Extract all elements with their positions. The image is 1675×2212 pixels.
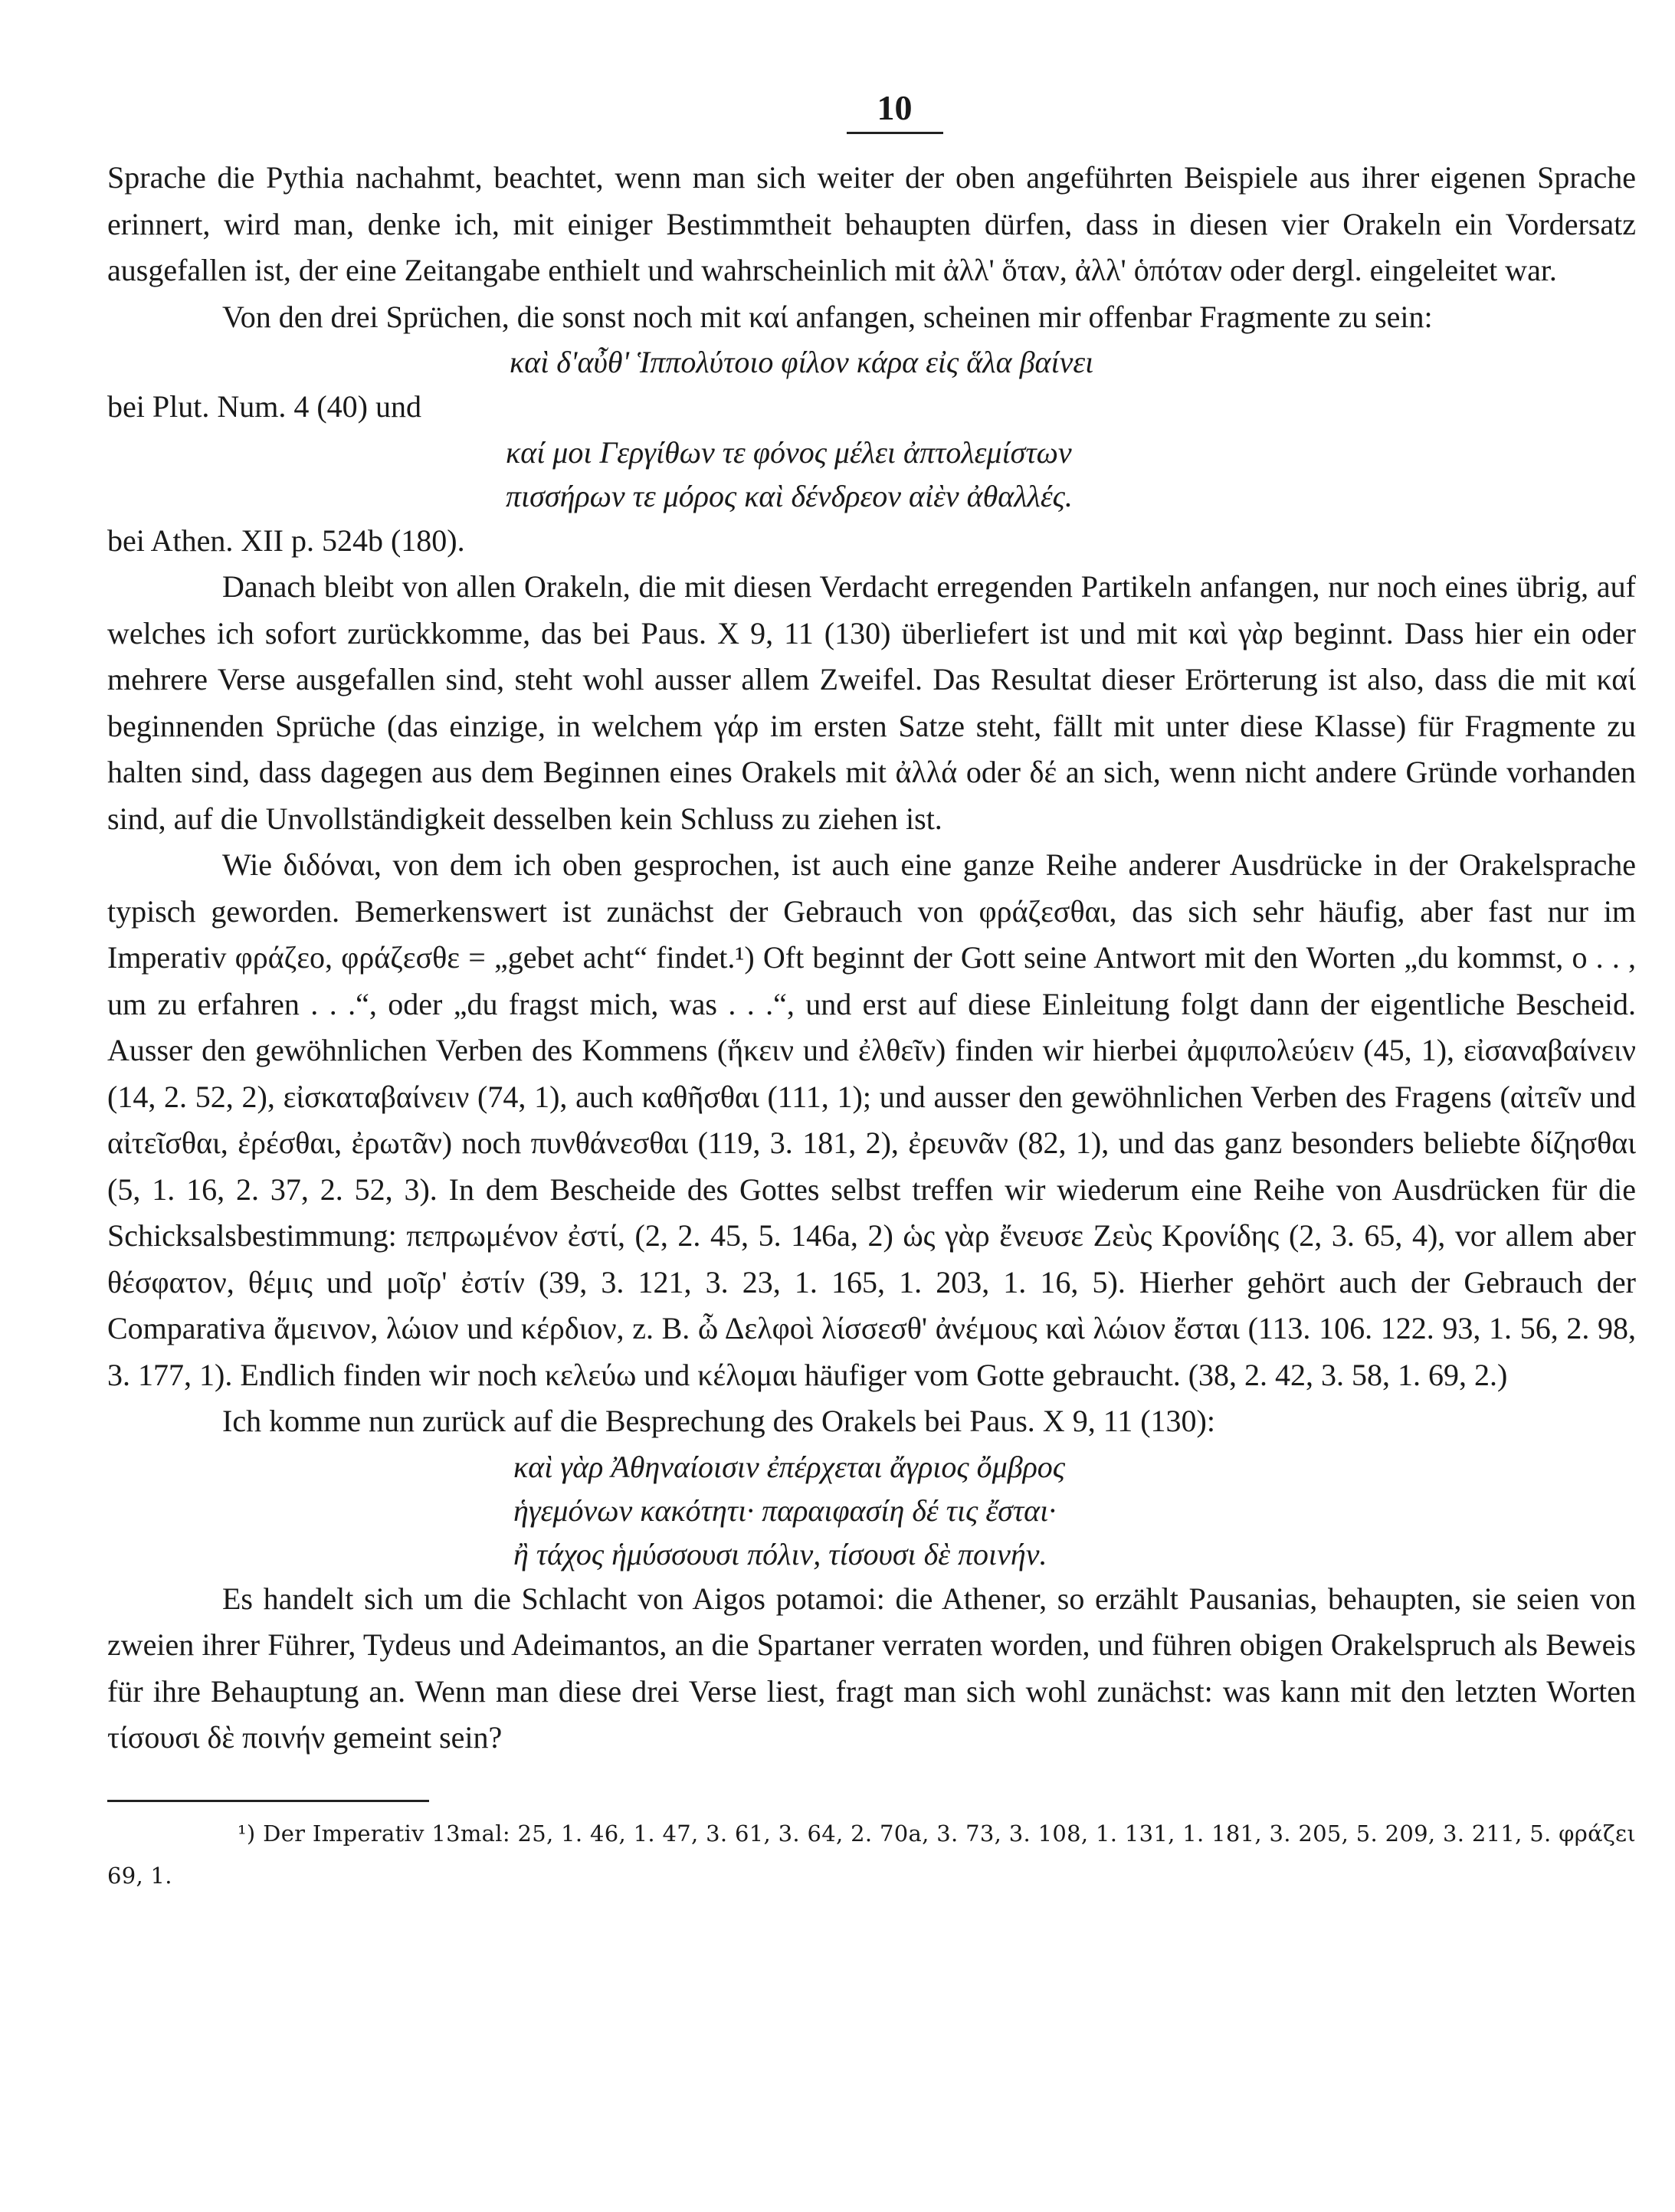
footnote-divider: [107, 1800, 429, 1802]
verse-line: ἢ τάχος ἡμύσσουσι πόλιν, τίσουσι δὲ ποινήν.: [513, 1536, 1047, 1571]
verse-line: καί μοι Γεργίθων τε φόνος μέλει ἀπτολεμίστων: [506, 434, 1072, 470]
footnote: ¹) Der Imperativ 13mal: 25, 1. 46, 1. 47, 3. 61, 3. 64, 2. 70a, 3. 73, 3. 108, 1. 131, 1. 181, 3. 205, 5. 209, 3. 211, 5. φράζει 69, 1.: [107, 1820, 1636, 1889]
verse-line: ἡγεμόνων κακότητι· παραιφασίη δέ τις ἔσται·: [513, 1493, 1057, 1528]
verse-plutarch: καὶ δ'αὖθ' Ἱππολύτοιο φίλον κάρα εἰς ἅλα βαίνει: [510, 345, 1094, 379]
page: [107, 84, 1636, 1897]
paragraph-aigos-potamoi: Es handelt sich um die Schlacht von Aigos potamoi: die Athener, so erzählt Pausanias, behaupten, sie seien von zweien ihrer Führer, Tydeus und Adeimantos, an die Spartaner verraten worden, und führen obigen Orakelspruch als Beweis für ihre Behauptung an. Wenn man diese drei Verse liest, fragt man sich wohl zunächst: was kann mit den letzten Worten τίσουσι δὲ ποινήν gemeint sein?: [107, 1581, 1636, 1755]
citation-athenaeus: bei Athen. XII p. 524b (180).: [107, 523, 465, 558]
paragraph-danach: Danach bleibt von allen Orakeln, die mit diesen Verdacht erregenden Partikeln anfangen, nur noch eines übrig, auf welches ich sofort zurückkomme, das bei Paus. X 9, 11 (130) überliefert ist und mit καὶ γὰρ beginnt. Dass hier ein oder mehrere Verse ausgefallen sind, steht wohl ausser allem Zweifel. Das Resultat dieser Erörterung ist also, dass die mit καί beginnenden Sprüche (das einzige, in welchem γάρ im ersten Satze steht, fällt mit unter diese Klasse) für Fragmente zu halten sind, dass dagegen aus dem Beginnen eines Orakels mit ἀλλά oder δέ an sich, wenn nicht andere Gründe vorhanden sind, auf die Unvollständigkeit desselben kein Schluss zu ziehen ist.: [107, 569, 1636, 836]
paragraph-wie-didonai: Wie διδόναι, von dem ich oben gesprochen, ist auch eine ganze Reihe anderer Ausdrücke in der Orakelsprache typisch geworden. Bemerkenswert ist zunächst der Gebrauch von φράζεσθαι, das sich sehr häufig, aber fast nur im Imperativ φράζεο, φράζεσθε = „gebet acht“ findet.¹) Oft beginnt der Gott seine Antwort mit den Worten „du kommst, o . . , um zu erfahren . . .“, oder „du fragst mich, was . . .“, und erst auf diese Einleitung folgt dann der eigentliche Bescheid. Ausser den gewöhnlichen Verben des Kommens (ἥκειν und ἐλθεῖν) finden wir hierbei ἀμφιπολεύειν (45, 1), εἰσαναβαίνειν (14, 2. 52, 2), εἰσκαταβαίνειν (74, 1), auch καθῆσθαι (111, 1); und ausser den gewöhnlichen Verben des Fragens (αἰτεῖν und αἰτεῖσθαι, ἐρέσθαι, ἐρωτᾶν) noch πυνθάνεσθαι (119, 3. 181, 2), ἐρευνᾶν (82, 1), und das ganz besonders beliebte δίζησθαι (5, 1. 16, 2. 37, 2. 52, 3). In dem Bescheide des Gottes selbst treffen wir wiederum eine Reihe von Ausdrücken für die Schicksalsbestimmung: πεπρωμένον ἐστί, (2, 2. 45, 5. 146a, 2) ὡς γὰρ ἔνευσε Ζεὺς Κρονίδης (2, 3. 65, 4), vor allem aber θέσφατον, θέμις und μοῖρ' ἐστίν (39, 3. 121, 3. 23, 1. 165, 1. 203, 1. 16, 5). Hierher gehört auch der Gebrauch der Comparativa ἄμεινον, λώιον und κέρδιον, z. B. ὦ Δελφοὶ λίσσεσθ' ἀνέμους καὶ λώιον ἔσται (113. 106. 122. 93, 1. 56, 2. 98, 3. 177, 1). Endlich finden wir noch κελεύω und κέλομαι häufiger vom Gotte gebraucht. (38, 2. 42, 3. 58, 1. 69, 2.): [107, 847, 1636, 1392]
paragraph-fragments-intro: Von den drei Sprüchen, die sonst noch mit καί anfangen, scheinen mir offenbar Fragmente zu sein:: [222, 299, 1433, 334]
verse-athenaeus: [107, 431, 1636, 518]
paragraph-continuation: Sprache die Pythia nachahmt, beachtet, wenn man sich weiter der oben angeführten Beispiele aus ihrer eigenen Sprache erinnert, wird man, denke ich, mit einiger Bestimmtheit behaupten dürfen, dass in diesen vier Orakeln ein Vordersatz ausgefallen ist, der eine Zeitangabe enthielt und wahrscheinlich mit ἀλλ' ὅταν, ἀλλ' ὁπόταν oder dergl. eingeleitet war.: [107, 160, 1636, 287]
page-number-text: 10: [847, 84, 943, 134]
verse-line: πισσήρων τε μόρος καὶ δένδρεον αἰὲν ἀθαλλές.: [506, 478, 1073, 513]
page-number: [153, 84, 1636, 138]
citation-plutarch: bei Plut. Num. 4 (40) und: [107, 389, 421, 424]
verse-pausanias: [107, 1445, 1636, 1576]
paragraph-ich-komme: Ich komme nun zurück auf die Besprechung des Orakels bei Paus. X 9, 11 (130):: [222, 1404, 1215, 1438]
verse-line: καὶ γὰρ Ἀθηναίοισιν ἐπέρχεται ἄγριος ὄμβρος: [513, 1449, 1066, 1484]
